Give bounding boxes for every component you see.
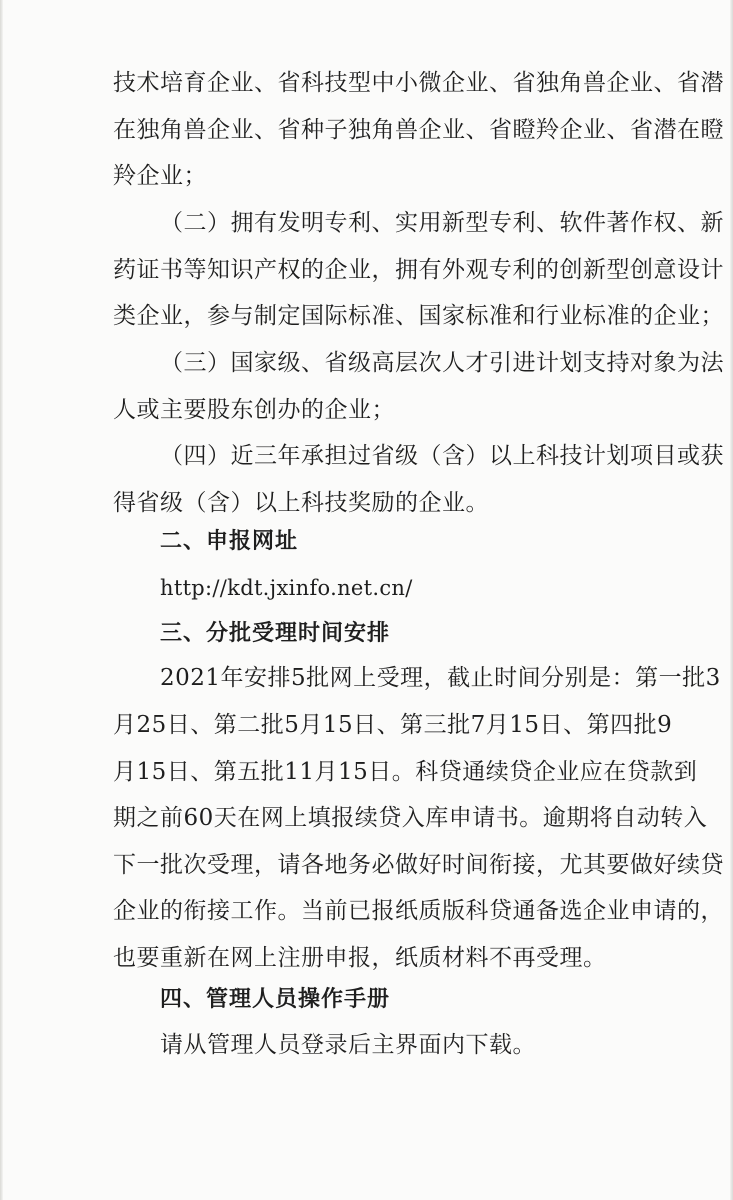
schedule-paragraph: 2021年安排5批网上受理，截止时间分别是：第一批3 <box>160 665 721 691</box>
body-line: 企业的衔接工作。当前已报纸质版科贷通备选企业申请的， <box>113 898 724 924</box>
body-line: 得省级（含）以上科技奖励的企业。 <box>113 490 489 516</box>
body-line: 人或主要股东创办的企业； <box>113 397 395 423</box>
body-line: 也要重新在网上注册申报，纸质材料不再受理。 <box>113 945 607 971</box>
section-heading-manual: 四、管理人员操作手册 <box>160 987 391 1012</box>
scan-edge-left <box>0 0 3 1200</box>
section-heading-schedule: 三、分批受理时间安排 <box>160 621 391 646</box>
manual-paragraph: 请从管理人员登录后主界面内下载。 <box>160 1032 536 1058</box>
paragraph-item-3: （三）国家级、省级高层次人才引进计划支持对象为法 <box>160 350 724 376</box>
body-line: 在独角兽企业、省种子独角兽企业、省瞪羚企业、省潜在瞪 <box>113 117 724 143</box>
body-line: 月25日、第二批5月15日、第三批7月15日、第四批9 <box>113 712 673 738</box>
body-line: 技术培育企业、省科技型中小微企业、省独角兽企业、省潜 <box>113 70 724 96</box>
body-line: 羚企业； <box>113 163 207 189</box>
paragraph-item-2: （二）拥有发明专利、实用新型专利、软件著作权、新 <box>160 210 724 236</box>
paragraph-item-4: （四）近三年承担过省级（含）以上科技计划项目或获 <box>160 443 724 469</box>
body-line: 月15日、第五批11月15日。科贷通续贷企业应在贷款到 <box>113 759 698 785</box>
body-line: 下一批次受理，请各地务必做好时间衔接，尤其要做好续贷 <box>113 852 724 878</box>
body-line: 类企业，参与制定国际标准、国家标准和行业标准的企业； <box>113 303 724 329</box>
section-heading-application-url: 二、申报网址 <box>160 529 299 554</box>
body-line: 药证书等知识产权的企业，拥有外观专利的创新型创意设计 <box>113 257 724 283</box>
application-url: http://kdt.jxinfo.net.cn/ <box>160 576 413 600</box>
body-line: 期之前60天在网上填报续贷入库申请书。逾期将自动转入 <box>113 805 708 831</box>
